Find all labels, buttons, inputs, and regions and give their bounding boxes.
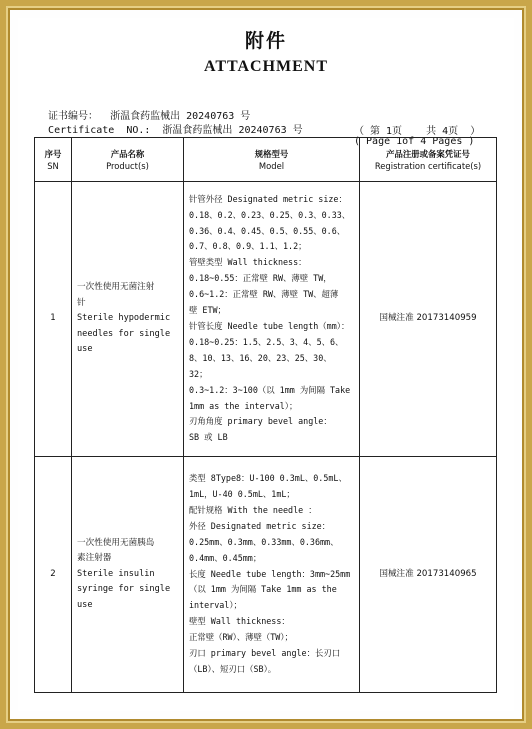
header-registration-en: Registration certificate(s) [374, 160, 482, 171]
model-line: 8、10、13、16、20、23、25、30、 [189, 352, 332, 363]
certificate-number-cn: 证书编号： 浙温食药监械出 20240763 号 [48, 111, 251, 122]
model-line: （LB）、短刃口（SB）。 [189, 663, 277, 674]
model-line: 1mL，U-40 0.5mL、1mL； [189, 489, 295, 500]
model-line: 0.4mm、0.45mm； [189, 552, 262, 563]
row-model [184, 457, 360, 693]
model-line: 0.36、0.4、0.45、0.5、0.55、0.6、 [189, 225, 346, 236]
model-line: 类型 8Type8：U-100 0.3mL、0.5mL、 [189, 473, 347, 484]
product-line: syringe for single [77, 584, 171, 595]
table-row [35, 182, 497, 457]
model-line: 0.6~1.2：正常壁 RW、薄壁 TW、超薄 [189, 289, 339, 300]
product-line: use [77, 344, 93, 355]
model-line: 长度 Needle tube length：3mm~25mm [189, 568, 351, 579]
certificate-number-en: Certificate NO.: 浙温食药监械出 20240763 号 [48, 125, 303, 136]
product-line: 针 [77, 297, 86, 308]
product-line: use [77, 599, 93, 610]
header-registration-cn: 产品注册或备案凭证号 [386, 148, 470, 159]
model-line: 刃角角度 primary bevel angle： [189, 416, 332, 427]
model-line: 0.25mm、0.3mm、0.33mm、0.36mm、 [189, 536, 339, 547]
model-line: SB 或 LB [189, 432, 228, 443]
model-line: 0.18~0.55：正常壁 RW、薄壁 TW， [189, 273, 332, 284]
model-line: （以 1mm 为间隔 Take 1mm as the [189, 584, 337, 595]
product-line: 一次性使用无菌胰岛 [77, 537, 155, 548]
product-line: needles for single [77, 328, 171, 339]
model-line: 壁 ETW； [189, 305, 226, 316]
model-line: 管壁类型 Wall thickness： [189, 257, 307, 268]
product-line: Sterile hypodermic [77, 313, 171, 324]
model-line: 配针规格 With the needle ： [189, 504, 317, 515]
model-line: 1mm as the interval）； [189, 400, 298, 411]
model-line: 针管外径 Designated metric size： [189, 193, 347, 204]
product-line: 素注射器 [77, 553, 112, 564]
product-line: 一次性使用无菌注射 [77, 282, 155, 293]
model-line: 针管长度 Needle tube length（mm）： [189, 321, 350, 331]
header-product [72, 138, 184, 182]
row-model [184, 182, 360, 457]
model-line: 0.18~0.25：1.5、2.5、3、4、5、6、 [189, 336, 344, 347]
model-line: 壁型 Wall thickness： [189, 616, 290, 627]
table-row [35, 457, 497, 693]
model-line: 0.7、0.8、0.9、1.1、1.2； [189, 241, 307, 252]
model-line: 刃口 primary bevel angle：长刃口 [189, 648, 341, 659]
header-sn-en: SN [47, 160, 59, 171]
row-registration: 国械注准 20173140965 [360, 457, 497, 693]
header-product-en: Product(s) [106, 160, 149, 171]
row-product [72, 457, 184, 693]
model-line: 32； [189, 368, 208, 379]
model-line: 0.18、0.2、0.23、0.25、0.3、0.33、 [189, 209, 351, 220]
model-line: 正常壁（RW）、薄壁（TW）； [189, 632, 293, 643]
header-registration [360, 138, 497, 182]
table-header-row [35, 138, 497, 182]
model-line: interval）； [189, 600, 242, 611]
model-line: 0.3~1.2：3~100（以 1mm 为间隔 Take [189, 384, 351, 395]
row-registration: 国械注准 20173140959 [360, 182, 497, 457]
header-model-en: Model [258, 160, 285, 171]
model-line: 外径 Designated metric size： [189, 520, 331, 531]
header-sn [35, 138, 72, 182]
header-model [184, 138, 360, 182]
header-sn-cn: 序号 [44, 148, 62, 159]
row-product [72, 182, 184, 457]
row-sn: 2 [35, 457, 72, 693]
header-product-cn: 产品名称 [110, 148, 145, 159]
header-model-cn: 规格型号 [254, 148, 289, 159]
product-table [34, 137, 497, 693]
product-line: Sterile insulin [77, 568, 155, 579]
row-sn: 1 [35, 182, 72, 457]
title-chinese: 附件 [244, 30, 287, 52]
page-indicator-en: ( Page 1of 4 Pages ) [354, 136, 475, 147]
title-english: ATTACHMENT [203, 58, 329, 75]
page-indicator-cn: （ 第 1页 共 4页 ） [354, 126, 481, 137]
